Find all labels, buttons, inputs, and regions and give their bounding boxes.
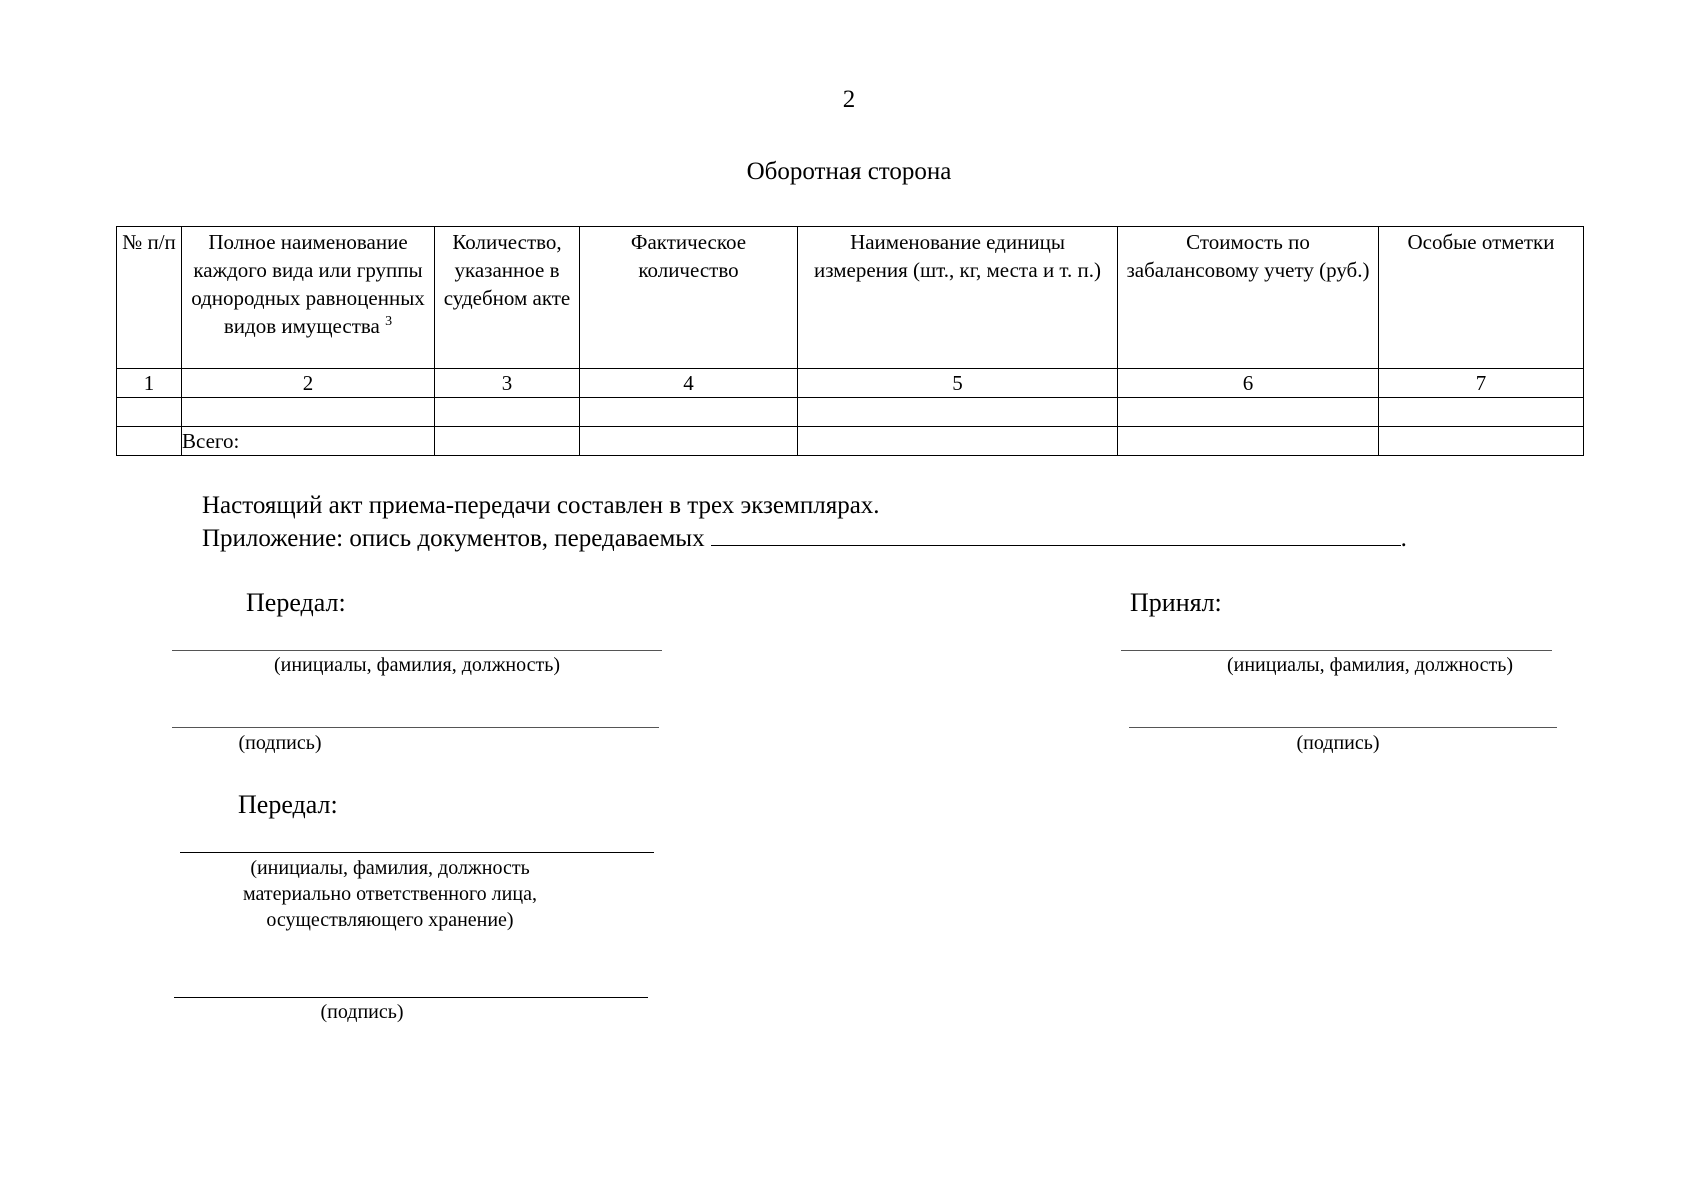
col-header-property-name: Полное наименование каждого вида или группы однородных равноценных видов имущества $^3$ [182,227,435,369]
empty-cell [1379,427,1584,456]
column-number: 4 [580,369,798,398]
empty-cell [1379,398,1584,427]
column-number: 2 [182,369,435,398]
total-label: Всего: [182,427,435,456]
table-row-empty [117,398,1584,427]
name-caption: (инициалы, фамилия, должность) [273,654,561,676]
empty-cell [117,427,182,456]
column-number: 7 [1379,369,1584,398]
signature-line [172,727,659,728]
name-signature-line [172,650,662,651]
empty-cell [1118,398,1379,427]
custodian-caption-line2: материально ответственного лица, [243,883,537,905]
copies-statement: Настоящий акт приема-передачи составлен в трех экземплярах. [202,492,880,519]
empty-cell [580,427,798,456]
name-signature-line [1121,650,1552,651]
signature-caption: (подпись) [238,732,322,754]
empty-cell [580,398,798,427]
attachment-fill-line [711,523,1401,546]
custodian-caption-line3: осуществляющего хранение) [266,909,514,931]
footnote-mark: 3 [385,314,393,329]
name-caption: (инициалы, фамилия, должность) [1226,654,1514,676]
col-header-cost: Стоимость по забалансовому учету (руб.) [1118,227,1379,369]
attachment-period: . [1400,525,1407,552]
custodian-name-line [180,852,654,853]
custodian-signature-line [174,997,648,998]
property-table [116,226,1584,456]
col-header-notes: Особые отметки [1379,227,1584,369]
signature-line [1129,727,1557,728]
column-number: 3 [435,369,580,398]
custodian-heading: Передал: [238,790,338,819]
empty-cell [798,398,1118,427]
empty-cell [435,398,580,427]
column-number: 5 [798,369,1118,398]
table-row-total [117,427,1584,456]
document-title: Оборотная сторона [746,158,952,185]
empty-cell [1118,427,1379,456]
col-header-court-quantity: Количество, указанное в судебном акте [435,227,580,369]
empty-cell [435,427,580,456]
empty-cell [117,398,182,427]
table-header-row [117,227,1584,369]
col-header-actual-quantity: Фактическое количество [580,227,798,369]
custodian-signature-caption: (подпись) [320,1001,404,1023]
column-number-row [117,369,1584,398]
column-number: 1 [117,369,182,398]
page-number: 2 [842,86,856,113]
col-header-number: № п/п [117,227,182,369]
attachment-label: Приложение: опись документов, передаваемых [202,525,705,552]
handed-over-heading: Передал: [246,588,346,617]
column-number: 6 [1118,369,1379,398]
empty-cell [798,427,1118,456]
attachment-statement [202,522,1407,555]
empty-cell [182,398,435,427]
col-header-unit: Наименование единицы измерения (шт., кг, места и т. п.) [798,227,1118,369]
signature-caption: (подпись) [1296,732,1380,754]
custodian-caption-line1: (инициалы, фамилия, должность [250,857,530,879]
received-heading: Принял: [1130,588,1222,617]
